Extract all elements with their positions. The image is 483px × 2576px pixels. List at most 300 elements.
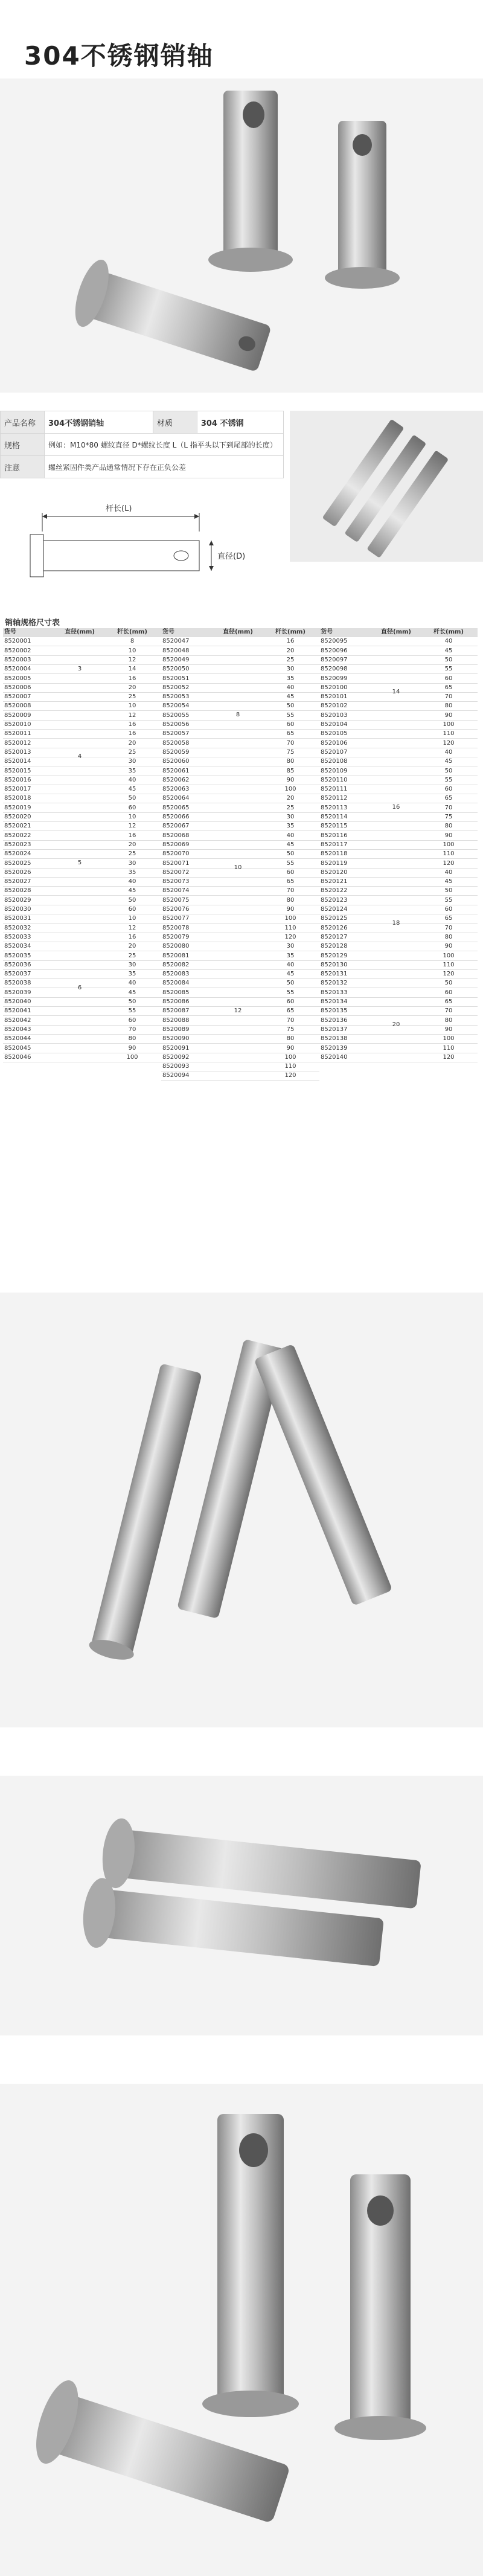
part-number-cell: 8520074	[162, 887, 190, 895]
diameter-group-cell: 5	[77, 859, 82, 867]
part-number-cell: 8520106	[321, 739, 348, 747]
length-cell: 80	[286, 758, 295, 765]
table-row	[319, 1053, 478, 1062]
part-number-cell: 8520136	[321, 1017, 348, 1024]
table-row	[3, 804, 161, 813]
part-number-cell: 8520132	[321, 980, 348, 987]
length-cell: 40	[444, 638, 453, 645]
length-cell: 55	[444, 896, 453, 904]
length-cell: 90	[128, 1044, 136, 1052]
length-cell: 80	[444, 1017, 453, 1024]
part-number-cell: 8520081	[162, 952, 190, 959]
part-number-cell: 8520122	[321, 887, 348, 895]
part-number-cell: 8520110	[321, 776, 348, 783]
part-number-cell: 8520086	[162, 998, 190, 1005]
length-cell: 12	[128, 924, 136, 931]
length-cell: 60	[444, 786, 453, 793]
table-row	[3, 656, 161, 665]
table-header-row	[3, 628, 161, 637]
part-number-cell: 8520058	[162, 739, 190, 747]
table-row	[161, 637, 319, 646]
part-number-cell: 8520065	[162, 804, 190, 811]
part-number-cell: 8520009	[4, 711, 31, 719]
table-row	[319, 656, 478, 665]
length-cell: 110	[443, 850, 455, 858]
table-row	[3, 675, 161, 684]
part-number-cell: 8520054	[162, 702, 190, 710]
part-number-cell: 8520063	[162, 786, 190, 793]
part-number-cell: 8520011	[4, 730, 31, 737]
table-row	[3, 785, 161, 794]
table-row	[161, 684, 319, 693]
part-number-cell: 8520010	[4, 721, 31, 728]
part-number-cell: 8520024	[4, 850, 31, 858]
length-cell: 70	[444, 1007, 453, 1015]
length-cell: 100	[443, 721, 455, 728]
part-number-cell: 8520032	[4, 924, 31, 931]
table-row	[319, 887, 478, 896]
material-label: 材质	[153, 411, 197, 434]
part-number-cell: 8520111	[321, 786, 348, 793]
part-number-cell: 8520013	[4, 748, 31, 756]
spec-label: 规格	[1, 434, 45, 456]
part-number-cell: 8520121	[321, 878, 348, 885]
length-cell: 25	[286, 804, 295, 811]
length-cell: 20	[128, 841, 136, 848]
part-number-cell: 8520075	[162, 896, 190, 904]
table-row	[161, 952, 319, 961]
part-number-cell: 8520062	[162, 776, 190, 783]
page-title: 304不锈钢销轴	[24, 41, 214, 71]
table-header-row	[319, 628, 478, 637]
table-header-cell: 直径(mm)	[381, 629, 411, 635]
part-number-cell: 8520037	[4, 971, 31, 978]
part-number-cell: 8520038	[4, 980, 31, 987]
length-cell: 90	[444, 943, 453, 950]
table-row	[319, 665, 478, 674]
part-number-cell: 8520046	[4, 1053, 31, 1061]
part-number-cell: 8520028	[4, 887, 31, 895]
length-cell: 90	[444, 832, 453, 839]
part-number-cell: 8520088	[162, 1017, 190, 1024]
length-cell: 100	[443, 1035, 455, 1042]
length-cell: 45	[128, 786, 136, 793]
length-cell: 60	[444, 675, 453, 682]
length-cell: 65	[444, 795, 453, 802]
part-number-cell: 8520051	[162, 675, 190, 682]
table-row	[319, 1044, 478, 1053]
length-cell: 100	[284, 915, 296, 922]
table-row	[3, 924, 161, 933]
part-number-cell: 8520064	[162, 795, 190, 802]
length-cell: 25	[128, 748, 136, 756]
table-row	[161, 924, 319, 933]
table-row	[161, 804, 319, 813]
part-number-cell: 8520135	[321, 1007, 348, 1015]
table-header-cell: 货号	[321, 629, 333, 635]
length-cell: 50	[444, 656, 453, 663]
part-number-cell: 8520048	[162, 647, 190, 654]
length-cell: 55	[444, 776, 453, 783]
part-number-cell: 8520056	[162, 721, 190, 728]
part-number-cell: 8520119	[321, 859, 348, 867]
length-cell: 60	[128, 804, 136, 811]
part-number-cell: 8520033	[4, 933, 31, 940]
length-cell: 10	[128, 647, 136, 654]
part-number-cell: 8520131	[321, 971, 348, 978]
table-row	[3, 998, 161, 1007]
part-number-cell: 8520115	[321, 823, 348, 830]
part-number-cell: 8520069	[162, 841, 190, 848]
table-header-cell: 直径(mm)	[223, 629, 253, 635]
table-row	[161, 989, 319, 998]
part-number-cell: 8520016	[4, 776, 31, 783]
table-row	[3, 961, 161, 970]
length-cell: 110	[284, 1063, 296, 1070]
table-row	[161, 933, 319, 942]
table-row	[3, 684, 161, 693]
part-number-cell: 8520123	[321, 896, 348, 904]
table-row	[3, 776, 161, 785]
table-row	[161, 813, 319, 822]
length-cell: 90	[286, 906, 295, 913]
table-row	[161, 757, 319, 766]
length-cell: 30	[286, 814, 295, 820]
table-row	[319, 647, 478, 656]
spec-table-caption: 销轴规格尺寸表	[5, 618, 60, 628]
length-cell: 45	[286, 693, 295, 701]
table-row	[319, 1035, 478, 1044]
table-row	[161, 896, 319, 905]
part-number-cell: 8520042	[4, 1017, 31, 1024]
table-header-cell: 货号	[162, 629, 174, 635]
length-cell: 35	[286, 675, 295, 682]
part-number-cell: 8520112	[321, 795, 348, 802]
length-cell: 80	[444, 823, 453, 830]
part-number-cell: 8520118	[321, 850, 348, 858]
part-number-cell: 8520084	[162, 980, 190, 987]
product-info-section	[0, 402, 483, 613]
table-row	[3, 822, 161, 831]
part-number-cell: 8520034	[4, 943, 31, 950]
table-row	[319, 721, 478, 730]
length-cell: 90	[444, 711, 453, 719]
table-row	[319, 878, 478, 887]
part-number-cell: 8520126	[321, 924, 348, 931]
part-number-cell: 8520004	[4, 666, 31, 673]
table-row	[161, 1017, 319, 1026]
length-cell: 110	[443, 961, 455, 968]
table-row	[319, 869, 478, 878]
part-number-cell: 8520117	[321, 841, 348, 848]
part-number-cell: 8520071	[162, 859, 190, 867]
part-number-cell: 8520005	[4, 675, 31, 682]
length-cell: 60	[286, 998, 295, 1005]
part-number-cell: 8520052	[162, 684, 190, 691]
table-row	[161, 914, 319, 923]
table-row	[161, 1035, 319, 1044]
table-row	[161, 785, 319, 794]
part-number-cell: 8520066	[162, 814, 190, 820]
length-cell: 50	[128, 896, 136, 904]
table-row	[3, 905, 161, 914]
part-number-cell: 8520019	[4, 804, 31, 811]
table-row	[319, 813, 478, 822]
part-number-cell: 8520113	[321, 804, 348, 811]
length-cell: 20	[128, 943, 136, 950]
length-cell: 65	[444, 998, 453, 1005]
table-row	[3, 1035, 161, 1044]
length-cell: 85	[286, 767, 295, 774]
length-cell: 12	[128, 823, 136, 830]
table-row	[3, 1044, 161, 1053]
length-cell: 120	[284, 1072, 296, 1079]
part-number-cell: 8520138	[321, 1035, 348, 1042]
table-row	[161, 656, 319, 665]
table-row	[161, 850, 319, 859]
part-number-cell: 8520073	[162, 878, 190, 885]
table-row	[161, 665, 319, 674]
part-number-cell: 8520124	[321, 906, 348, 913]
table-header-cell: 直径(mm)	[65, 629, 95, 635]
part-number-cell: 8520096	[321, 647, 348, 654]
table-header-cell: 货号	[4, 629, 16, 635]
spec-value: 例如：M10*80 螺纹直径 D*螺纹长度 L（L 指平头以下到尾部的长度）	[45, 434, 284, 456]
part-number-cell: 8520102	[321, 702, 348, 710]
part-number-cell: 8520082	[162, 961, 190, 968]
length-cell: 40	[128, 980, 136, 987]
part-number-cell: 8520104	[321, 721, 348, 728]
length-cell: 120	[443, 971, 455, 978]
part-number-cell: 8520021	[4, 823, 31, 830]
table-row	[3, 711, 161, 721]
length-cell: 25	[128, 850, 136, 858]
part-number-cell: 8520108	[321, 758, 348, 765]
length-cell: 90	[444, 1026, 453, 1033]
length-cell: 110	[284, 924, 296, 931]
length-cell: 40	[286, 832, 295, 839]
part-number-cell: 8520129	[321, 952, 348, 959]
diameter-group-cell: 3	[77, 665, 82, 672]
table-header-cell: 杆长(mm)	[433, 629, 464, 635]
pins-photo-small	[290, 411, 483, 562]
table-row	[3, 841, 161, 850]
part-number-cell: 8520008	[4, 702, 31, 710]
length-cell: 16	[128, 675, 136, 682]
table-row	[319, 730, 478, 739]
part-number-cell: 8520029	[4, 896, 31, 904]
part-number-cell: 8520080	[162, 943, 190, 950]
length-cell: 12	[128, 711, 136, 719]
part-number-cell: 8520078	[162, 924, 190, 931]
part-number-cell: 8520097	[321, 656, 348, 663]
table-row	[319, 739, 478, 748]
length-cell: 30	[128, 859, 136, 867]
table-row	[3, 721, 161, 730]
length-cell: 80	[128, 1035, 136, 1042]
part-number-cell: 8520109	[321, 767, 348, 774]
part-number-cell: 8520060	[162, 758, 190, 765]
part-number-cell: 8520107	[321, 748, 348, 756]
part-number-cell: 8520100	[321, 684, 348, 691]
length-cell: 45	[444, 878, 453, 885]
table-row	[319, 702, 478, 711]
part-number-cell: 8520003	[4, 656, 31, 663]
length-cell: 100	[284, 786, 296, 793]
table-row	[319, 961, 478, 970]
length-cell: 35	[286, 952, 295, 959]
table-row	[319, 757, 478, 766]
table-row	[3, 942, 161, 951]
part-number-cell: 8520061	[162, 767, 190, 774]
length-cell: 20	[286, 795, 295, 802]
part-number-cell: 8520092	[162, 1053, 190, 1061]
length-cell: 45	[444, 647, 453, 654]
part-number-cell: 8520041	[4, 1007, 31, 1015]
table-row	[161, 702, 319, 711]
pin-dimension-diagram	[0, 498, 284, 583]
length-cell: 8	[130, 638, 135, 645]
table-row	[319, 905, 478, 914]
table-row	[3, 896, 161, 905]
length-cell: 65	[444, 915, 453, 922]
diameter-group-cell: 20	[392, 1021, 400, 1028]
table-row	[319, 748, 478, 757]
length-cell: 25	[128, 693, 136, 701]
part-number-cell: 8520027	[4, 878, 31, 885]
part-number-cell: 8520094	[162, 1072, 190, 1079]
table-row	[319, 1007, 478, 1016]
part-number-cell: 8520130	[321, 961, 348, 968]
table-row	[3, 637, 161, 646]
length-cell: 40	[128, 776, 136, 783]
table-row	[319, 998, 478, 1007]
table-row	[161, 1071, 319, 1081]
part-number-cell: 8520083	[162, 971, 190, 978]
table-row	[319, 711, 478, 721]
diameter-group-cell: 6	[77, 984, 82, 991]
spec-table	[3, 628, 477, 1256]
length-cell: 10	[128, 915, 136, 922]
part-number-cell: 8520114	[321, 814, 348, 820]
part-number-cell: 8520018	[4, 795, 31, 802]
table-row	[161, 647, 319, 656]
part-number-cell: 8520006	[4, 684, 31, 691]
table-row	[3, 933, 161, 942]
note-label: 注意	[1, 456, 45, 478]
table-row	[319, 794, 478, 803]
diameter-group-cell: 18	[392, 919, 400, 927]
table-row	[319, 859, 478, 869]
part-number-cell: 8520116	[321, 832, 348, 839]
table-row	[319, 675, 478, 684]
length-cell: 30	[128, 758, 136, 765]
product-photo-2	[0, 1293, 483, 1727]
table-row	[161, 841, 319, 850]
part-number-cell: 8520030	[4, 906, 31, 913]
table-row	[3, 813, 161, 822]
part-number-cell: 8520040	[4, 998, 31, 1005]
table-row	[319, 637, 478, 646]
part-number-cell: 8520120	[321, 869, 348, 876]
length-cell: 120	[284, 933, 296, 940]
length-cell: 60	[444, 906, 453, 913]
table-row	[3, 970, 161, 979]
table-row	[319, 841, 478, 850]
length-cell: 65	[444, 684, 453, 691]
length-cell: 80	[444, 702, 453, 710]
table-row	[3, 739, 161, 748]
product-info-table	[0, 411, 284, 478]
table-row	[161, 961, 319, 970]
length-cell: 75	[286, 748, 295, 756]
length-cell: 14	[128, 666, 136, 673]
part-number-cell: 8520044	[4, 1035, 31, 1042]
length-label: 杆长(L)	[106, 504, 132, 513]
material-value: 304 不锈钢	[197, 411, 283, 434]
part-number-cell: 8520031	[4, 915, 31, 922]
part-number-cell: 8520039	[4, 989, 31, 996]
table-row	[161, 675, 319, 684]
part-number-cell: 8520127	[321, 933, 348, 940]
length-cell: 20	[128, 684, 136, 691]
length-cell: 20	[128, 739, 136, 747]
length-cell: 60	[444, 989, 453, 996]
length-cell: 60	[128, 906, 136, 913]
length-cell: 35	[128, 767, 136, 774]
diameter-group-cell: 4	[77, 753, 82, 760]
length-cell: 60	[286, 869, 295, 876]
table-row	[161, 1053, 319, 1062]
length-cell: 60	[286, 721, 295, 728]
table-row	[3, 647, 161, 656]
length-cell: 100	[443, 952, 455, 959]
part-number-cell: 8520140	[321, 1053, 348, 1061]
part-number-cell: 8520012	[4, 739, 31, 747]
length-cell: 70	[286, 1017, 295, 1024]
length-cell: 110	[443, 730, 455, 737]
table-row	[161, 721, 319, 730]
part-number-cell: 8520020	[4, 814, 31, 820]
length-cell: 70	[286, 739, 295, 747]
length-cell: 25	[128, 952, 136, 959]
part-number-cell: 8520125	[321, 915, 348, 922]
length-cell: 100	[126, 1053, 138, 1061]
part-number-cell: 8520055	[162, 711, 190, 719]
table-row	[3, 794, 161, 803]
length-cell: 55	[444, 666, 453, 673]
table-row	[3, 952, 161, 961]
part-number-cell: 8520105	[321, 730, 348, 737]
part-number-cell: 8520139	[321, 1044, 348, 1052]
length-cell: 10	[128, 814, 136, 820]
table-row	[161, 794, 319, 803]
part-number-cell: 8520049	[162, 656, 190, 663]
part-number-cell: 8520068	[162, 832, 190, 839]
length-cell: 25	[286, 656, 295, 663]
length-cell: 50	[444, 767, 453, 774]
length-cell: 50	[286, 702, 295, 710]
length-cell: 35	[128, 869, 136, 876]
table-row	[161, 767, 319, 776]
length-cell: 75	[286, 1026, 295, 1033]
table-row	[161, 822, 319, 831]
part-number-cell: 8520045	[4, 1044, 31, 1052]
length-cell: 45	[444, 758, 453, 765]
table-row	[161, 730, 319, 739]
table-row	[161, 1062, 319, 1071]
length-cell: 40	[128, 878, 136, 885]
